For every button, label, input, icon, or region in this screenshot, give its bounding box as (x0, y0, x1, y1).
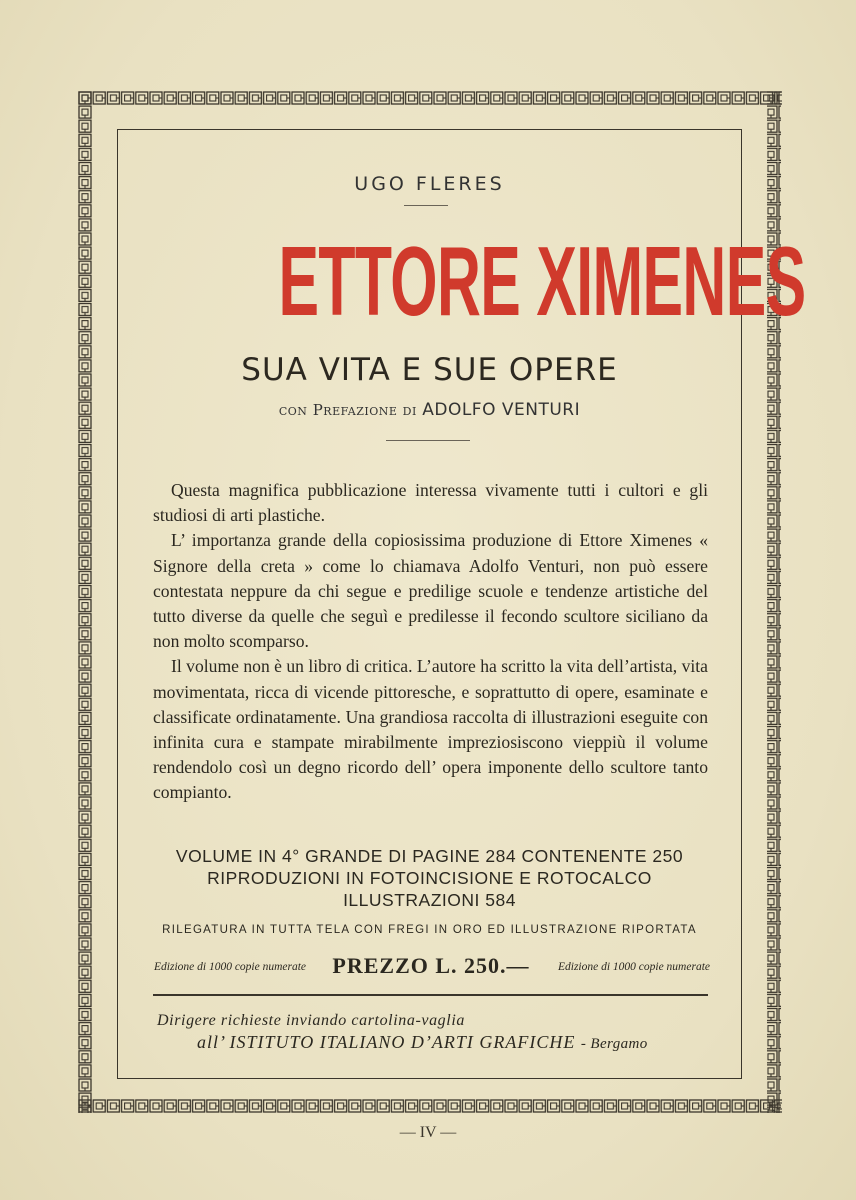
paragraph-2: L’ importanza grande della copiosissima produzione di Ettore Ximenes « Signore della creta » come lo chiamava Adolfo Venturi, non può essere contestata neppure da chi segue e predilige scuole e tendenze artistiche del tutto diverse da quelle che seguì e predilesse il fecondo scultore siciliano da non molto scomparso. (153, 530, 708, 652)
volume-line-2: RIPRODUZIONI IN FOTOINCISIONE E ROTOCALCO (207, 868, 652, 888)
paragraph-3: Il volume non è un libro di critica. L’autore ha scritto la vita dell’artista, vita movimentata, ricca di vicende pittoresche, e soprattutto di opere, esaminate e classificate ordinatamente. Una grandiosa raccolta di illustrazioni eseguite con infinita cura e stampate mirabilmente impreziosiscono vieppiù il volume rendendolo così un degno ricordo dell’ opera imponente dello scultore tanto compianto. (153, 656, 708, 803)
preface-prefix: con Prefazione di (278, 401, 417, 419)
publisher-address (197, 1032, 648, 1053)
author-rule (404, 205, 448, 206)
volume-specs (117, 845, 742, 911)
binding-info: RILEGATURA IN TUTTA TELA CON FREGI IN ORO ED ILLUSTRAZIONE RIPORTATA (162, 924, 697, 936)
divider-rule (153, 994, 708, 996)
edition-right: Edizione di 1000 copie numerate (557, 961, 710, 973)
volume-line-1: VOLUME IN 4° GRANDE DI PAGINE 284 CONTENENTE 250 (175, 846, 684, 866)
book-subtitle: SUA VITA E SUE OPERE (241, 352, 618, 388)
book-title (117, 226, 806, 336)
order-instructions: Dirigere richieste inviando cartolina-vaglia (157, 1012, 465, 1029)
author-name: UGO FLERES (354, 173, 505, 195)
page-number: — IV — (399, 1124, 457, 1141)
publisher-city: - Bergamo (580, 1036, 648, 1052)
preface-credit (117, 400, 742, 420)
publisher-name: all’ ISTITUTO ITALIANO D’ARTI GRAFICHE (197, 1032, 576, 1052)
description-text (153, 478, 708, 806)
preface-rule (386, 440, 470, 441)
price-row (150, 953, 712, 983)
volume-line-3: ILLUSTRAZIONI 584 (343, 890, 516, 910)
price: PREZZO L. 250.— (332, 953, 530, 978)
paragraph-1: Questa magnifica pubblicazione interessa vivamente tutti i cultori e gli studiosi di arti plastiche. (153, 480, 708, 526)
edition-left: Edizione di 1000 copie numerate (154, 961, 307, 973)
preface-name: ADOLFO VENTURI (422, 400, 581, 420)
book-title-text: ETTORE XIMENES (278, 226, 806, 336)
